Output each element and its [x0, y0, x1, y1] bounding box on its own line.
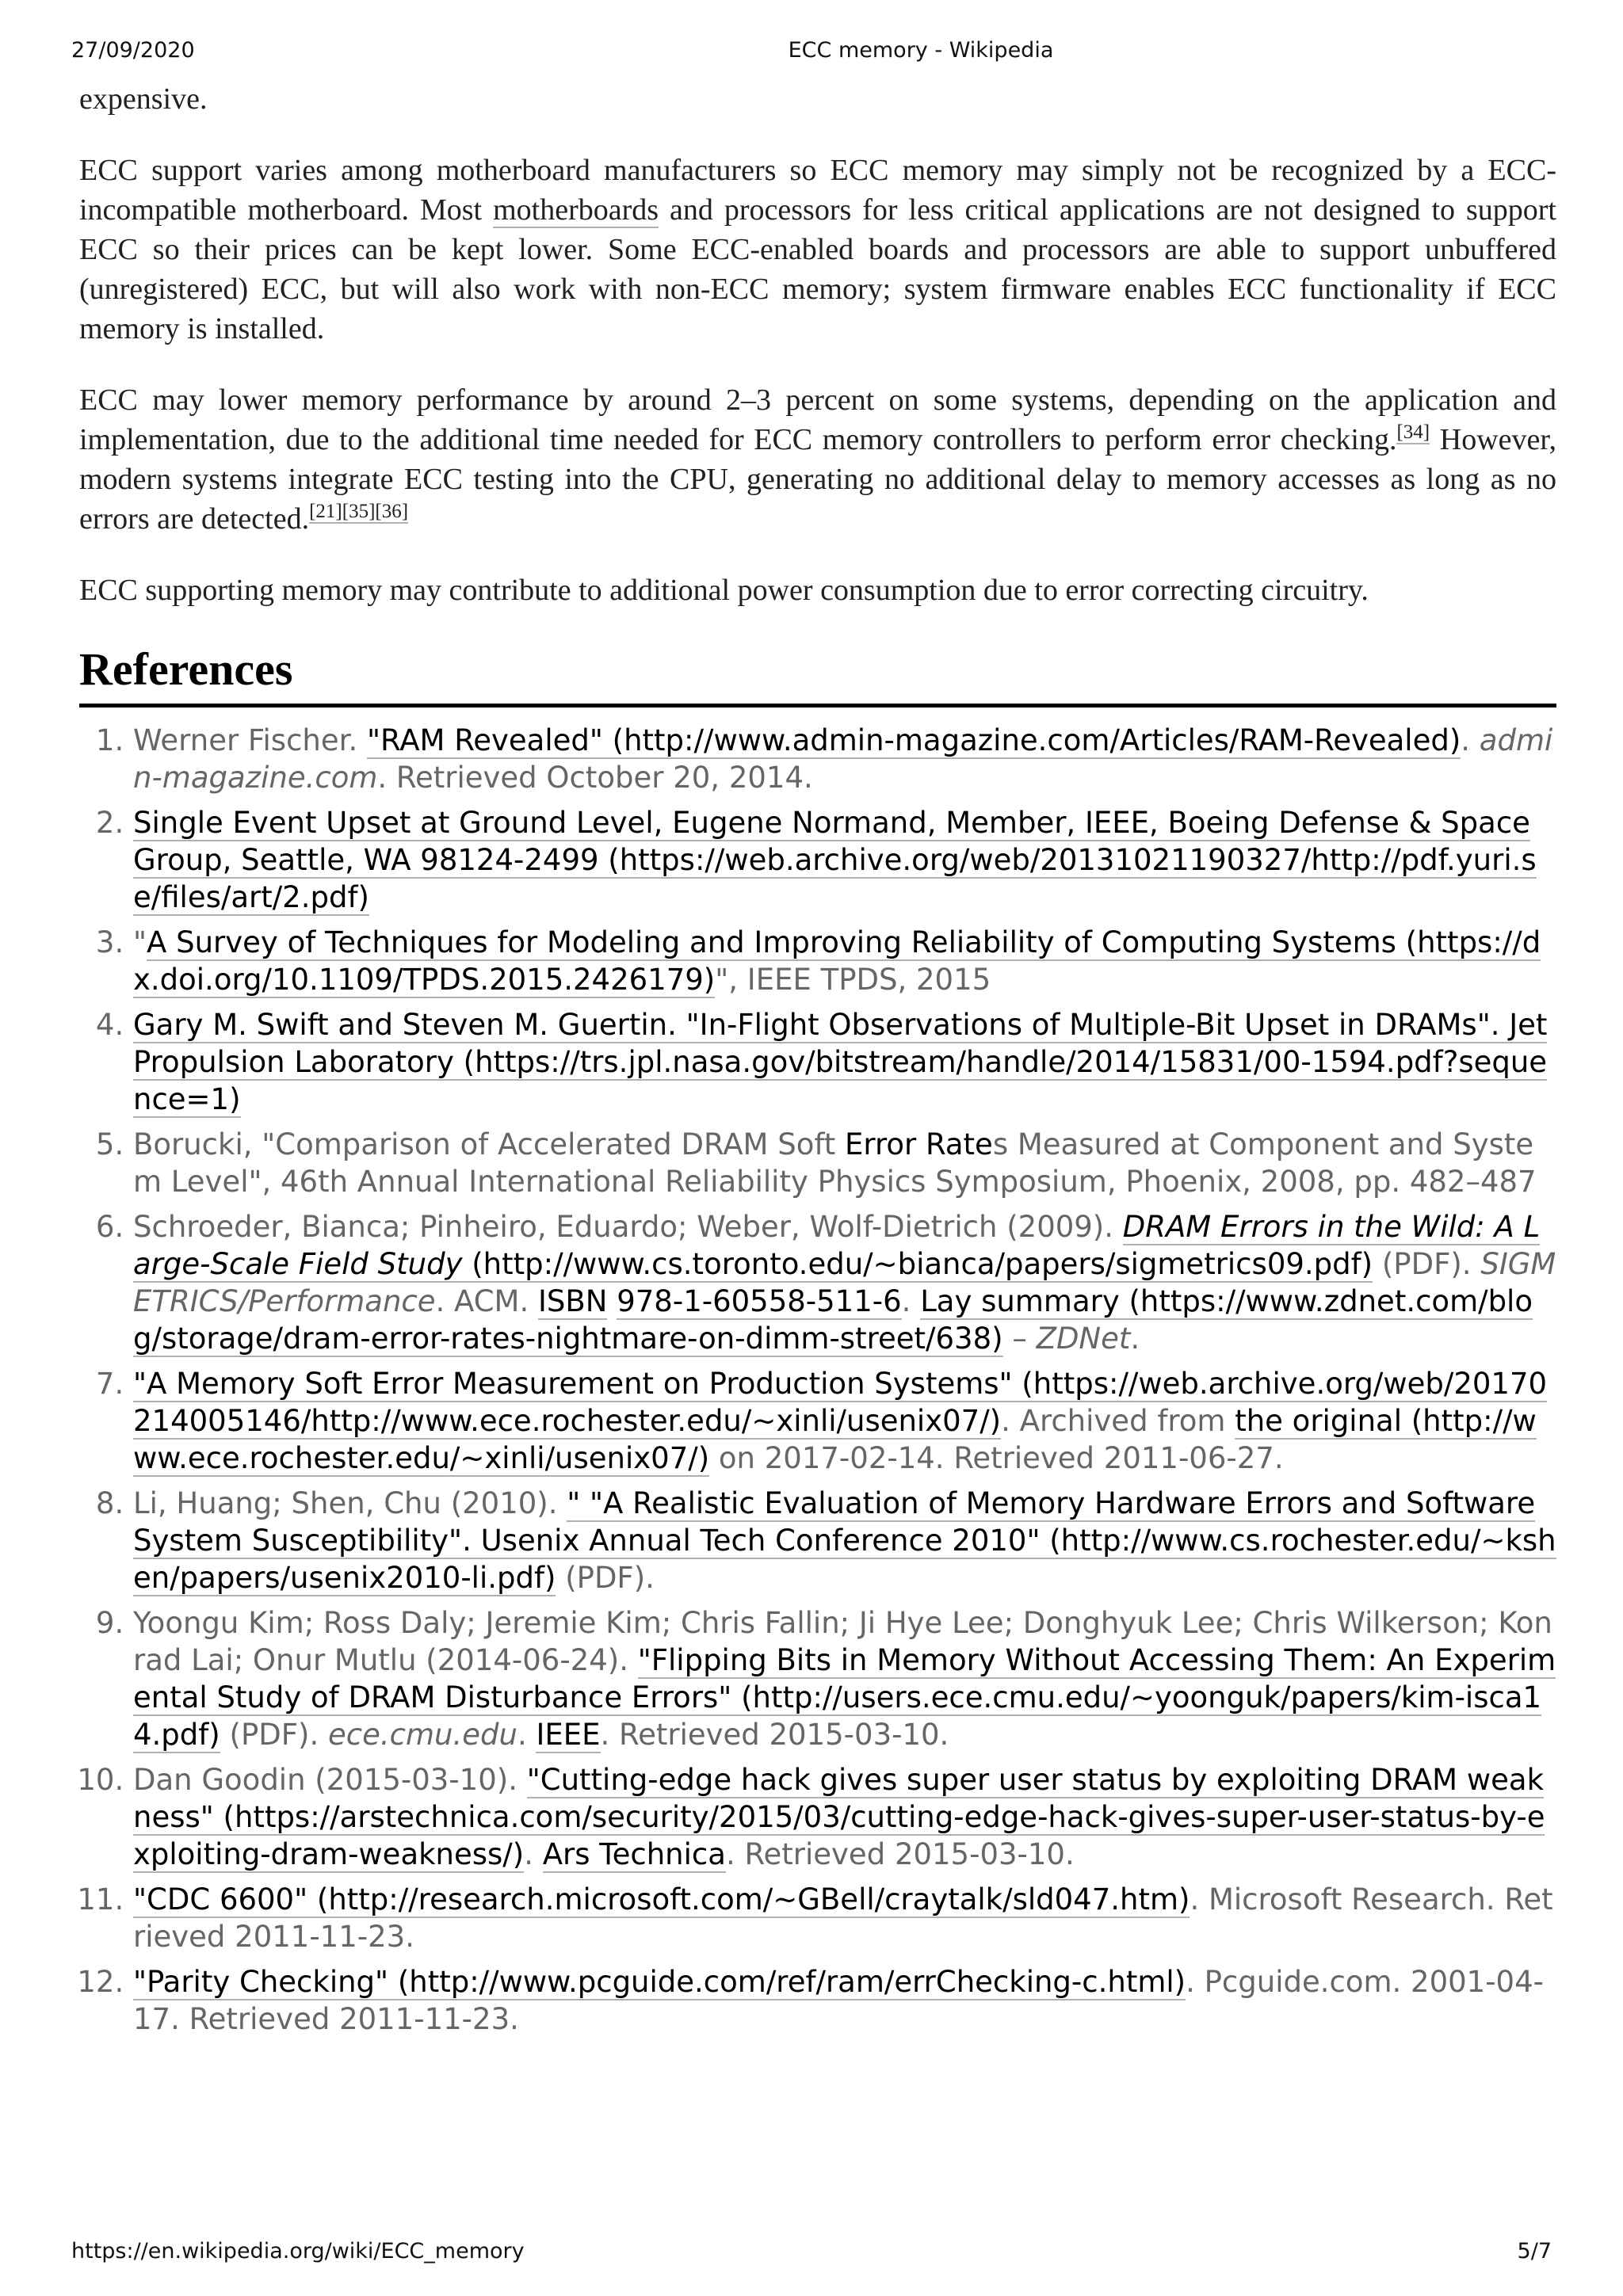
reference-11: 11. "CDC 6600" (http://research.microsoft.com/~GBell/craytalk/sld047.htm). Microsoft Research. Retrieved 2011-11-23. — [133, 1881, 1556, 1955]
reference-3-link[interactable]: A Survey of Techniques for Modeling and Improving Reliability of Computing Systems (https://dx.doi.org/10.1109/TPDS.2015.2426179) — [133, 925, 1541, 997]
reference-1: 1. Werner Fischer. "RAM Revealed" (http://www.admin-magazine.com/Articles/RAM-Revealed). admin-magazine.com. Retrieved October 20, 2014. — [133, 722, 1556, 796]
reference-6-link[interactable]: DRAM Errors in the Wild: A Large-Scale Field Study (http://www.cs.toronto.edu/~bianca/papers/sigmetrics09.pdf) — [133, 1210, 1541, 1281]
reference-4 — [133, 1006, 1556, 1118]
reference-4-link[interactable]: Gary M. Swift and Steven M. Guertin. "In-Flight Observations of Multiple-Bit Upset in DRAMs". Jet Propulsion Laboratory (https://trs.jpl.nasa.gov/bitstream/handle/2014/15831/00-1594.pdf?sequence=1) — [133, 1008, 1548, 1116]
reference-9: 9. Yoongu Kim; Ross Daly; Jeremie Kim; Chris Fallin; Ji Hye Lee; Donghyuk Lee; Chris Wilkerson; Konrad Lai; Onur Mutlu (2014-06-24). "Flipping Bits in Memory Without Accessing Them: An Experimental Study of DRAM Disturbance Errors" (http://users.ece.cmu.edu/~yoonguk/papers/kim-isca14.pdf) (PDF). ece.cmu.edu. IEEE. Retrieved 2015-03-10. — [133, 1604, 1556, 1753]
reference-7-original-link[interactable]: the original (http://www.ece.rochester.edu/~xinli/usenix07/) — [133, 1404, 1537, 1475]
citation-34[interactable]: [34] — [1396, 421, 1430, 444]
reference-6: 6. Schroeder, Bianca; Pinheiro, Eduardo; Weber, Wolf-Dietrich (2009). DRAM Errors in the Wild: A Large-Scale Field Study (http://www.cs.toronto.edu/~bianca/papers/sigmetrics09.pdf) (PDF). SIGMETRICS/Performance. ACM. ISBN 978-1-60558-511-6. Lay summary (https://www.zdnet.com/blog/storage/dram-error-rates-nightmare-on-dimm-street/638) – ZDNet. — [133, 1208, 1556, 1357]
reference-9-link[interactable]: "Flipping Bits in Memory Without Accessing Them: An Experimental Study of DRAM Disturbance Errors" (http://users.ece.cmu.edu/~yoonguk/papers/kim-isca14.pdf) — [133, 1643, 1556, 1752]
reference-8-link[interactable]: " "A Realistic Evaluation of Memory Hardware Errors and Software System Susceptibility". Usenix Annual Tech Conference 2010" (http://www.cs.rochester.edu/~ksh en/papers/usenix2010-li.pdf) — [133, 1486, 1556, 1595]
reference-7: 7. "A Memory Soft Error Measurement on Production Systems" (https://web.archive.org/web/20170214005146/http://www.ece.rochester.edu/~xinli/usenix07/). Archived from the original (http://www.ece.rochester.edu/~xinli/usenix07/) on 2017-02-14. Retrieved 2011-06-27. — [133, 1365, 1556, 1477]
paragraph-2: ECC may lower memory performance by around 2–3 percent on some systems, depending on the application and implementation, due to the additional time needed for ECC memory controllers to perform error checking.[34] However, modern systems integrate ECC testing into the CPU, generating no additional delay to memory accesses as long as no errors are detected.[21][35][36] — [79, 383, 1556, 536]
reference-8: 8. Li, Huang; Shen, Chu (2010). " "A Realistic Evaluation of Memory Hardware Errors and Software System Susceptibility". Usenix Annual Tech Conference 2010" (http://www.cs.rochester.edu/~ksh en/papers/usenix2010-li.pdf) (PDF). — [133, 1485, 1556, 1596]
ars-technica-link[interactable]: Ars Technica — [542, 1837, 726, 1871]
isbn-number-link[interactable]: 978-1-60558-511-6 — [617, 1284, 902, 1318]
isbn-link[interactable]: ISBN — [537, 1284, 608, 1318]
reference-12-link[interactable]: "Parity Checking" (http://www.pcguide.com/ref/ram/errChecking-c.html) — [133, 1965, 1186, 1999]
reference-3: 3. "A Survey of Techniques for Modeling and Improving Reliability of Computing Systems (https://dx.doi.org/10.1109/TPDS.2015.2426179)", IEEE TPDS, 2015 — [133, 924, 1556, 998]
reference-1-link[interactable]: "RAM Revealed" (http://www.admin-magazine.com/Articles/RAM-Revealed) — [366, 723, 1461, 757]
reference-2-link[interactable]: Single Event Upset at Ground Level, Eugene Normand, Member, IEEE, Boeing Defense & Space Group, Seattle, WA 98124-2499 (https://web.archive.org/web/20131021190327/http://pdf.yuri.se/files/art/2.pdf) — [133, 806, 1537, 914]
reference-5: 5. Borucki, "Comparison of Accelerated DRAM Soft Error Rates Measured at Component and System Level", 46th Annual International Reliability Physics Symposium, Phoenix, 2008, pp. 482–487 — [133, 1126, 1556, 1200]
print-date: 27/09/2020 — [71, 38, 195, 63]
ieee-link[interactable]: IEEE — [536, 1718, 601, 1752]
print-url: https://en.wikipedia.org/wiki/ECC_memory — [71, 2239, 525, 2264]
lay-summary-link[interactable]: Lay summary (https://www.zdnet.com/blog/storage/dram-error-rates-nightmare-on-dimm-street/638) — [133, 1284, 1533, 1356]
motherboards-link[interactable]: motherboards — [493, 193, 659, 227]
reference-7-link[interactable]: "A Memory Soft Error Measurement on Production Systems" (https://web.archive.org/web/20170214005146/http://www.ece.rochester.edu/~xinli/usenix07/) — [133, 1367, 1548, 1438]
page-number: 5/7 — [1517, 2239, 1552, 2264]
reference-10: 10. Dan Goodin (2015-03-10). "Cutting-edge hack gives super user status by exploiting DRAM weakness" (https://arstechnica.com/security/2015/03/cutting-edge-hack-gives-super-user-status-by-exploiting-dram-weakness/). Ars Technica. Retrieved 2015-03-10. — [133, 1761, 1556, 1873]
print-title: ECC memory - Wikipedia — [788, 38, 1054, 63]
reference-11-link[interactable]: "CDC 6600" (http://research.microsoft.com/~GBell/craytalk/sld047.htm) — [133, 1882, 1190, 1917]
reference-12: 12. "Parity Checking" (http://www.pcguide.com/ref/ram/errChecking-c.html). Pcguide.com. 2001-04-17. Retrieved 2011-11-23. — [133, 1963, 1556, 2038]
paragraph-3: ECC supporting memory may contribute to additional power consumption due to error correcting circuitry. — [79, 574, 1369, 607]
references-heading: References — [79, 642, 1556, 707]
article-content — [79, 79, 1556, 2046]
references-list — [79, 722, 1556, 2038]
reference-10-link[interactable]: "Cutting-edge hack gives super user status by exploiting DRAM weakness" (https://arstechnica.com/security/2015/03/cutting-edge-hack-gives-super-user-status-by-exploiting-dram-weakness/) — [133, 1763, 1545, 1871]
citation-21-35-36[interactable]: [21][35][36] — [309, 501, 409, 523]
paragraph-1: ECC support varies among motherboard manufacturers so ECC memory may simply not be recognized by a ECC-incompatible motherboard. Most motherboards and processors for less critical applications are not designed to support ECC so their prices can be kept lower. Some ECC-enabled boards and processors are able to support unbuffered (unregistered) ECC, but will also work with non-ECC memory; system firmware enables ECC functionality if ECC memory is installed. — [79, 154, 1556, 345]
reference-2 — [133, 804, 1556, 916]
paragraph-0: expensive. — [79, 82, 208, 116]
